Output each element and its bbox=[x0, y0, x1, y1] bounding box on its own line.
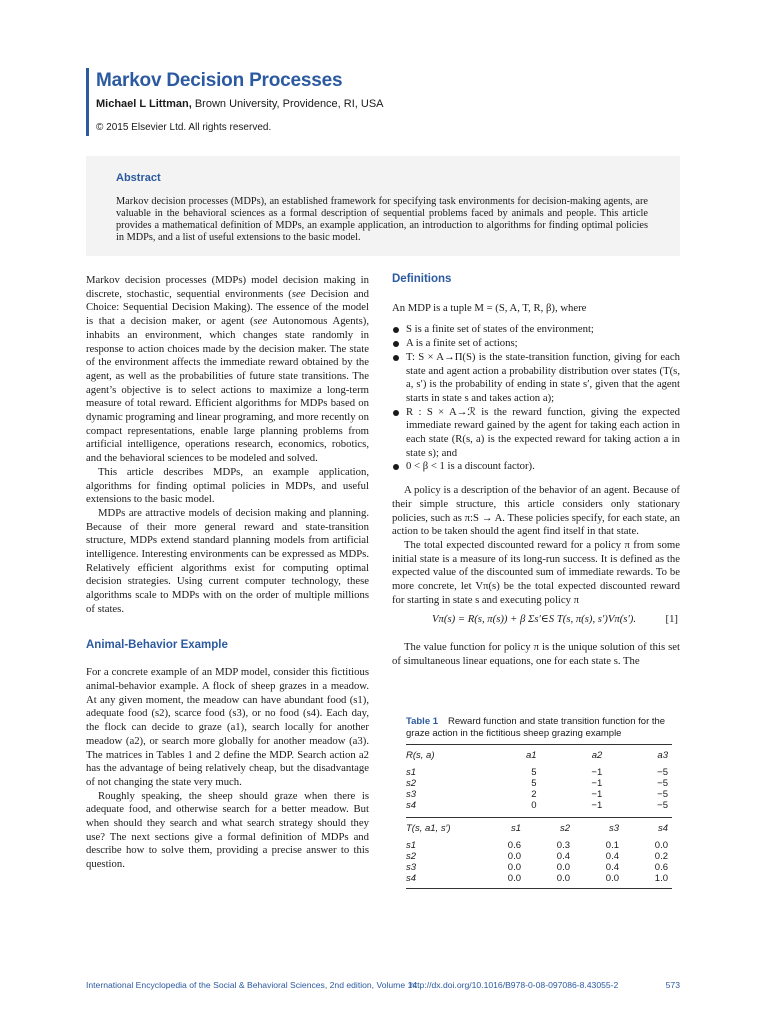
table-header-cell: T(s, a1, s′) bbox=[406, 823, 451, 834]
table-header-cell: s3 bbox=[608, 823, 619, 834]
table-row bbox=[406, 840, 672, 851]
table-cell: 1.0 bbox=[654, 873, 668, 884]
table-header-cell: R(s, a) bbox=[406, 750, 435, 761]
table-row bbox=[406, 851, 672, 862]
table-header-cell: a3 bbox=[657, 750, 668, 761]
table-cell: 0.1 bbox=[605, 840, 619, 851]
definition-item: 0 < β < 1 is a discount factor). bbox=[392, 460, 680, 474]
definition-item: S is a finite set of states of the environment; bbox=[392, 323, 680, 337]
intro-paragraph-2: This article describes MDPs, an example application, algorithms for finding optimal policies in MDPs, and useful extensions to the basic model. bbox=[86, 465, 369, 506]
definitions-list bbox=[392, 323, 680, 474]
equation-1 bbox=[392, 611, 680, 635]
table-cell: 0 bbox=[531, 800, 537, 811]
table-caption bbox=[406, 716, 672, 740]
table-cell: 0.6 bbox=[654, 862, 668, 873]
definitions-intro: An MDP is a tuple M = (S, A, T, R, β), where bbox=[392, 301, 587, 314]
definition-item: T: S × A→Π(S) is the state-transition function, giving for each state and agent action a probability distribution over states (T(s, a, s′) is the probability of ending in state s′, given that the agent starts in state s and takes action a); bbox=[392, 351, 680, 406]
equation-body: Vπ(s) = R(s, π(s)) + β Σs′∈S T(s, π(s), s′)Vπ(s′). bbox=[432, 613, 637, 626]
intro-paragraph-3: MDPs are attractive models of decision making and planning. Because of their more general reward and state-transition structure, MDPs extend standard planning models from artificial intelligence. Interesting environments can be expressed as MDPs. Relatively efficient algorithms exist for computing optimal decision strategies. Using current computer technology, these algorithms scale to MDPs with on the order of multiple millions of states. bbox=[86, 506, 369, 615]
animal-paragraph-2: Roughly speaking, the sheep should graze when there is adequate food, and otherwise search for a better meadow. But when should they search and what search strategy should they use? The next sections give a formal definition of MDPs and describe how to solve them, providing a precise answer to this question. bbox=[86, 789, 369, 871]
reward-table bbox=[406, 745, 672, 811]
table-row bbox=[406, 789, 672, 800]
row-label-cell: s4 bbox=[406, 800, 417, 811]
table-rule bbox=[406, 888, 672, 889]
table-cell: −5 bbox=[657, 789, 668, 800]
table-row bbox=[406, 778, 672, 789]
row-label-cell: s1 bbox=[406, 840, 417, 851]
table-cell: 0.6 bbox=[507, 840, 521, 851]
table-row bbox=[406, 767, 672, 778]
article-header bbox=[86, 68, 686, 138]
table-cell: −1 bbox=[591, 778, 603, 789]
table-1 bbox=[406, 716, 672, 889]
abstract-text: Markov decision processes (MDPs), an established framework for specifying task environments for decision-making agents, are valuable in the behavioral sciences as a formal description of sequential problems faced by animals and people. This article provides a mathematical definition of MDPs, an example application, an introduction to algorithms for finding optimal policies in MDPs, and a list of useful extensions to the basic model. bbox=[116, 196, 648, 243]
page-number: 573 bbox=[665, 980, 680, 990]
table-cell: 5 bbox=[531, 767, 537, 778]
table-header-cell: a1 bbox=[525, 750, 537, 761]
table-cell: −5 bbox=[657, 800, 668, 811]
author-affiliation: Brown University, Providence, RI, USA bbox=[194, 98, 384, 110]
table-cell: −1 bbox=[591, 767, 603, 778]
table-cell: 0.4 bbox=[605, 851, 619, 862]
bullet-icon bbox=[393, 410, 399, 416]
table-header-cell: s1 bbox=[510, 823, 521, 834]
row-label-cell: s3 bbox=[406, 862, 417, 873]
table-row bbox=[406, 873, 672, 884]
table-cell: 0.3 bbox=[556, 840, 570, 851]
table-caption-text: Reward function and state transition function for the graze action in the fictitious sheep grazing example bbox=[406, 716, 666, 739]
table-header-cell: s4 bbox=[657, 823, 668, 834]
table-cell: 0.4 bbox=[605, 862, 619, 873]
table-cell: 0.0 bbox=[654, 840, 668, 851]
abstract-box bbox=[86, 156, 680, 256]
copyright-notice: © 2015 Elsevier Ltd. All rights reserved. bbox=[96, 122, 272, 133]
author-name: Michael L Littman, bbox=[96, 98, 192, 110]
table-cell: −1 bbox=[591, 800, 603, 811]
policy-paragraph-1: A policy is a description of the behavior of an agent. Because of their simple structure, this article considers only stationary policies, such as π:S → A. These policies specify, for each state, an action to be taken should the agent find itself in that state. bbox=[392, 484, 680, 538]
definition-item: R : S × A→ℛ is the reward function, giving the expected immediate reward gained by the agent for taking each action in each state (R(s, a) is the expected reward for taking action a in state s); and bbox=[392, 406, 680, 461]
row-label-cell: s2 bbox=[406, 778, 417, 789]
transition-table bbox=[406, 818, 672, 884]
left-column bbox=[86, 274, 369, 872]
definition-item: A is a finite set of actions; bbox=[392, 337, 680, 351]
table-cell: 0.4 bbox=[556, 851, 570, 862]
abstract-heading: Abstract bbox=[116, 172, 161, 184]
row-label-cell: s3 bbox=[406, 789, 417, 800]
definitions-heading: Definitions bbox=[392, 273, 452, 285]
value-function-paragraph: The value function for policy π is the unique solution of this set of simultaneous linear equations, one for each state s. The bbox=[392, 641, 680, 668]
table-cell: 0.0 bbox=[507, 862, 521, 873]
author-line bbox=[96, 98, 384, 110]
equation-number: [1] bbox=[665, 613, 678, 626]
table-header-cell: s2 bbox=[559, 823, 570, 834]
table-cell: 0.0 bbox=[507, 851, 521, 862]
row-label-cell: s4 bbox=[406, 873, 417, 884]
table-cell: 0.2 bbox=[654, 851, 668, 862]
table-cell: 0.0 bbox=[556, 873, 570, 884]
animal-paragraph-1: For a concrete example of an MDP model, consider this fictitious animal-behavior example. A flock of sheep grazes in a meadow. At any given moment, the meadow can have abundant food (s1), adequate food (s2), scarce food (s3), or no food (s4). Each day, the flock can decide to graze (a1), search locally for another meadow (a2), or search more globally for another meadow (a3). The matrices in Tables 1 and 2 define the MDP. Search action a2 has the advantage of being relatively cheap, but the disadvantage of not changing the state very much. bbox=[86, 666, 369, 788]
footer-doi-link[interactable]: http://dx.doi.org/10.1016/B978-0-08-097086-8.43055-2 bbox=[410, 980, 619, 990]
table-cell: 0.0 bbox=[507, 873, 521, 884]
bullet-icon bbox=[393, 355, 399, 361]
table-row bbox=[406, 862, 672, 873]
footer-source: International Encyclopedia of the Social & Behavioral Sciences, 2nd edition, Volume 14 bbox=[86, 980, 418, 990]
table-cell: −1 bbox=[591, 789, 603, 800]
table-header-cell: a2 bbox=[591, 750, 603, 761]
table-cell: −5 bbox=[657, 767, 668, 778]
header-accent-bar bbox=[86, 68, 89, 136]
bullet-icon bbox=[393, 341, 399, 347]
table-cell: −5 bbox=[657, 778, 668, 789]
row-label-cell: s1 bbox=[406, 767, 417, 778]
animal-behavior-heading: Animal-Behavior Example bbox=[86, 638, 228, 651]
table-cell: 2 bbox=[531, 789, 537, 800]
table-label: Table 1 bbox=[406, 716, 439, 727]
table-cell: 5 bbox=[531, 778, 537, 789]
table-row bbox=[406, 800, 672, 811]
bullet-icon bbox=[393, 327, 399, 333]
intro-paragraph-1: Markov decision processes (MDPs) model decision making in discrete, stochastic, sequential environments (see Decision and Choice: Sequential Decision Making). The essence of the model is that a decision maker, or agent (see Autonomous Agents), inhabits an environment, which changes state randomly in response to action choices made by the decision maker. The state of the environment affects the immediate reward obtained by the agent, as well as the probabilities of future state transitions. The agent’s objective is to select actions to maximize a long-term measure of total reward. Efficient algorithms for MDPs based on dynamic programing and linear programing, and more recently on compact representations, enable large planning problems from artificial intelligence, operations research, economics, robotics, and the behavioral sciences to be modeled and solved. bbox=[86, 274, 369, 465]
bullet-icon bbox=[393, 464, 399, 470]
table-cell: 0.0 bbox=[605, 873, 619, 884]
table-cell: 0.0 bbox=[556, 862, 570, 873]
policy-paragraph-2: The total expected discounted reward for a policy π from some initial state is a measure of its long-run success. It is defined as the expected value of the discounted sum of immediate rewards. To be more concrete, let Vπ(s) be the total expected discounted reward for starting in state s and executing policy π bbox=[392, 538, 680, 606]
article-title: Markov Decision Processes bbox=[96, 70, 343, 91]
row-label-cell: s2 bbox=[406, 851, 417, 862]
right-column bbox=[392, 273, 680, 669]
